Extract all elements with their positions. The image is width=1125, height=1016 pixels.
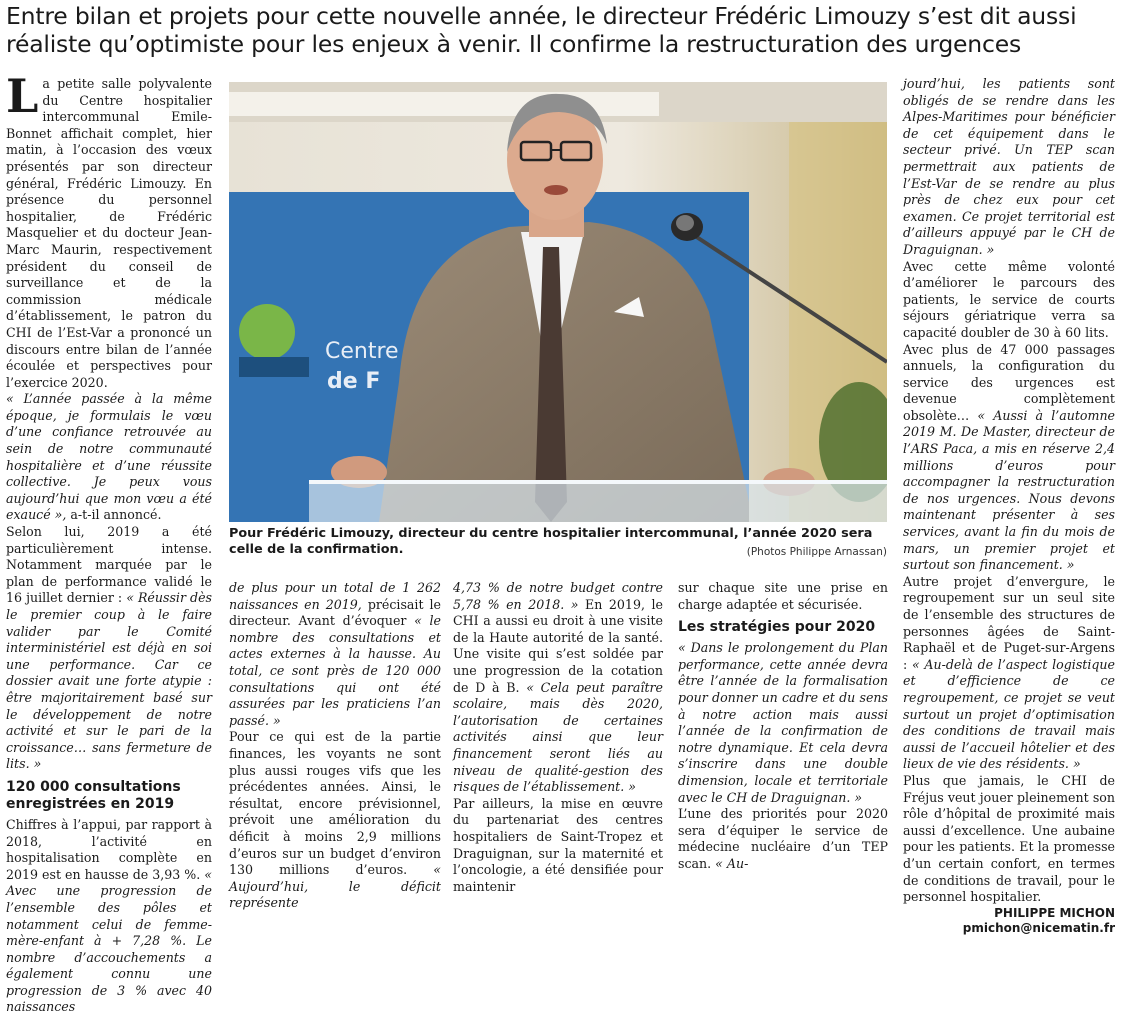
paragraph-conclusion: Plus que jamais, le CHI de Fréjus veut jouer pleinement son rôle d’hôpital de proximité mais aussi d’excellence. Une aubaine pour les patients. Et la promesse d’un certain confort, en termes de conditions de travail, pour le personnel hospitalier. (903, 772, 1115, 905)
paragraph-strategy-quote: « Dans le prolongement du Plan performance, cette année devra être l’année de la formalisation pour donner un cadre et du sens à notre action mais aussi l’année de la confirmation de notre dynamique. Et cela devra s’inscrire dans une double dimension, locale et territoriale avec le CH de Draguignan. » (678, 640, 888, 805)
paragraph-tep-continued: jourd’hui, les patients sont obligés de se rendre dans les Alpes-Maritimes pour bénéficier de cet équipement dans le secteur privé. Un TEP scan permettrait aux patients de l’Est-Var de se rendre au plus près de chez eux pour cet examen. Ce projet territorial est d’ailleurs appuyé par le CH de Draguignan. » (903, 76, 1115, 257)
subhead-strategies: Les stratégies pour 2020 (678, 619, 876, 636)
photo-caption: Pour Frédéric Limouzy, directeur du centre hospitalier intercommunal, l’année 2020 sera celle de la confirmation. (229, 526, 873, 557)
banner-text-1: Centre (325, 339, 399, 364)
article-photo (229, 82, 887, 522)
subhead-consultations: 120 000 consultations enregistrées en 2019 (6, 778, 181, 812)
paragraph-performance: Selon lui, 2019 a été particulièrement intense. Notamment marquée par le plan de performance validé le 16 juillet dernier : « Réussir dès le premier coup à le faire valider par le Comité interministériel est déjà en soi une performance. Car ce dossier avait une forte atypie : être majoritairement basé sur le développement de notre activité et sur le pari de la croissance… sans fermeture de lits. » (6, 524, 212, 772)
speaker-photo-illustration (229, 82, 887, 522)
paragraph-geriatrics: Avec cette même volonté d’améliorer le parcours des patients, le service de courts séjours gériatrique verra sa capacité doubler de 30 à 60 lits. (903, 258, 1115, 340)
paragraph-births: de plus pour un total de 1 262 naissances en 2019, précisait le directeur. Avant d’évoquer « le nombre des consultations et actes externes à la hausse. Au total, ce sont près de 120 000 consultations qui ont été assurées par les praticiens l’an passé. » (229, 580, 441, 728)
paragraph-figures: Chiffres à l’appui, par rapport à 2018, l’activité en hospitalisation complète en 2019 est en hausse de 3,93 %. « Avec une progression de l’ensemble des pôles et notamment celui de femme-mère-enfant à + 7,28 %. Le nombre d’accouchements a également connu une progression de 3 % avec 40 naissances (6, 816, 212, 1015)
column-3 (453, 580, 663, 895)
column-1 (6, 69, 212, 1016)
author-name: PHILIPPE MICHON (994, 905, 1115, 920)
author-email[interactable]: pmichon@nicematin.fr (962, 920, 1115, 935)
column-5 (903, 76, 1115, 936)
drop-cap: L (6, 69, 39, 123)
paragraph-tep: L’une des priorités pour 2020 sera d’équiper le service de médecine nucléaire d’un TEP scan. « Au- (678, 806, 888, 871)
paragraph-quote-1: « L’année passée à la même époque, je formulais le vœu d’une confiance retrouvée au sein de notre communauté hospitalière et d’une réussite collective. Je peux vous aujourd’hui que mon vœu a été exaucé », a-t-il annoncé. (6, 391, 212, 523)
paragraph-budget: 4,73 % de notre budget contre 5,78 % en 2018. » En 2019, le CHI a aussi eu droit à une visite de la Haute autorité de la santé. Une visite qui s’est soldée par une progression de la cotation de D à B. « Cela peut paraître scolaire, mais dès 2020, l’autorisation de certaines activités ainsi que leur financement seront liés au niveau de qualité-gestion des risques de l’établissement. » (453, 580, 663, 795)
paragraph-care: sur chaque site une prise en charge adaptée et sécurisée. (678, 580, 888, 612)
column-2 (229, 580, 441, 912)
paragraph-emergency: Avec plus de 47 000 passages annuels, la configuration du service des urgences est devenue complètement obsolète… « Aussi à l’automne 2019 M. De Master, directeur de l’ARS Paca, a mis en réserve 2,4 millions d’euros pour accompagner la restructuration de nos urgences. Nous devons maintenant présenter à ses services, avant la fin du mois de mars, un premier projet et surtout son financement. » (903, 341, 1116, 573)
paragraph-intro: La petite salle polyvalente du Centre hospitalier intercommunal Emile-Bonnet affichait complet, hier matin, à l’occasion des vœux présentés par son directeur général, Frédéric Limouzy. En présence du personnel hospitalier, de Frédéric Masquelier et du docteur Jean-Marc Maurin, respectivement président du conseil de surveillance et de la commission médicale d’établissement, le patron du CHI de l’Est-Var a prononcé un discours entre bilan de l’année écoulée et perspectives pour l’exercice 2020. (6, 69, 212, 390)
headline: Entre bilan et projets pour cette nouvelle année, le directeur Frédéric Limouzy s’est dit aussi réaliste qu’optimiste pour les enjeux à venir. Il confirme la restructuration des urgences (6, 2, 1077, 58)
paragraph-finances: Pour ce qui est de la partie finances, les voyants ne sont plus aussi rouges vifs que les précédentes années. Ainsi, le résultat, encore prévisionnel, prévoit une amélioration du déficit à moins 2,9 millions d’euros sur un budget d’environ 130 millions d’euros. « Aujourd’hui, le déficit représente (229, 729, 441, 911)
photo-credit: (Photos Philippe Arnassan) (746, 546, 887, 558)
column-4 (678, 580, 888, 873)
paragraph-partnership: Par ailleurs, la mise en œuvre du partenariat des centres hospitaliers de Saint-Tropez et Draguignan, sur la maternité et l’oncologie, a été densifiée pour maintenir (453, 795, 663, 894)
paragraph-elderly: Autre projet d’envergure, le regroupement sur un seul site de l’ensemble des structures de personnes âgées de Saint-Raphaël et de Puget-sur-Argens : « Au-delà de l’aspect logistique et d’efficience de ce regroupement, ce projet se veut surtout un projet d’optimisation des conditions de travail mais aussi de l’accueil hôtelier et des lieux de vie des résidents. » (903, 573, 1115, 772)
banner-text-2: de F (327, 369, 381, 394)
